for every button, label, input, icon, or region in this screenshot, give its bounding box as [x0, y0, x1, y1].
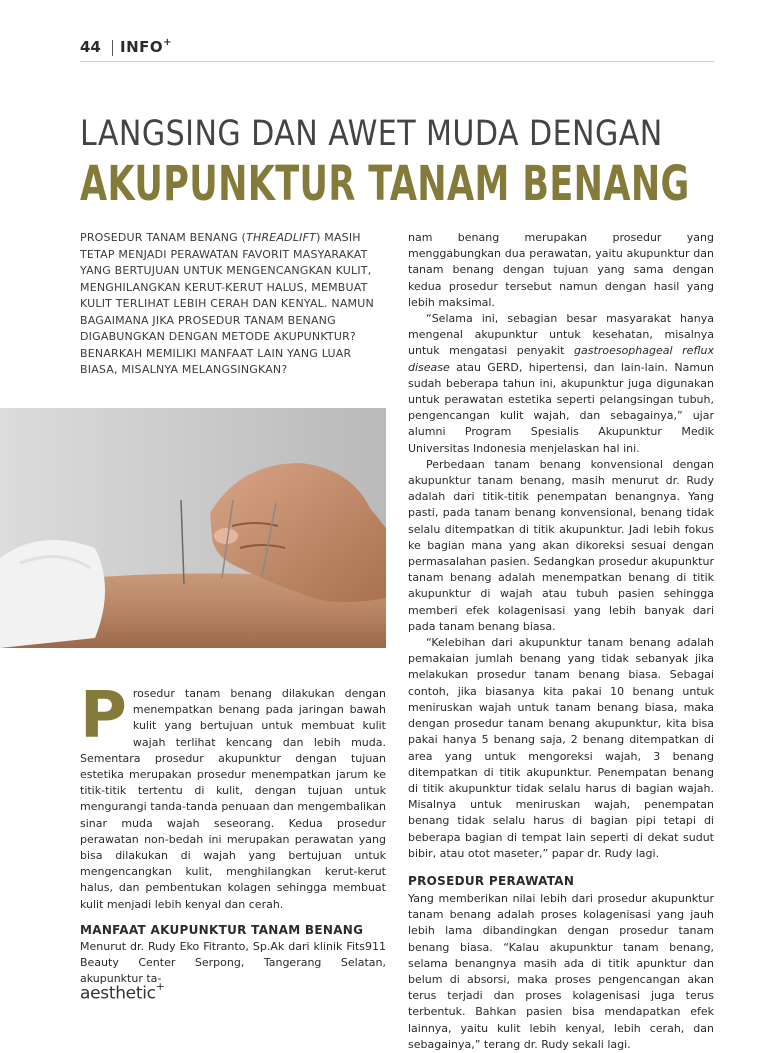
page-number: 44 [80, 38, 101, 56]
right-paragraph-1: nam benang merupakan prosedur yang menggabungkan dua perawatan, yaitu akupunktur dan tanam benang dengan tujuan yang sama dengan kedua prosedur tersebut namun dengan hasil yang lebih maksimal. [408, 231, 714, 309]
magazine-brand: aesthetic [80, 983, 156, 1004]
subhead-manfaat: MANFAAT AKUPUNKTUR TANAM BENANG [80, 922, 364, 937]
left-paragraph-2: Menurut dr. Rudy Eko Fitranto, Sp.Ak dari klinik Fits911 Beauty Center Serpong, Tangerang Selatan, akupunktur ta- [80, 939, 386, 986]
right-column [408, 230, 714, 1053]
right-paragraph-2-italic: gastroesophageal reflux disease [408, 344, 714, 374]
drop-cap: P [80, 679, 127, 753]
magazine-logo [80, 982, 165, 1004]
lead-text-part1: PROSEDUR TANAM BENANG ( [80, 231, 247, 244]
left-paragraph-1 [80, 679, 386, 913]
section-name: INFO [120, 38, 164, 56]
article-title-line2: AKUPUNKTUR TANAM BENANG [80, 156, 690, 212]
article-title-line1: LANGSING DAN AWET MUDA DENGAN [80, 114, 663, 154]
magazine-brand-mark: + [155, 980, 165, 993]
right-paragraph-2-text-b: atau GERD, hipertensi, dan lain-lain. Namun sudah beberapa tahun ini, akupunktur juga digunakan untuk perawatan estetika seperti pelangsingan tubuh, pengencangan kulit wajah, dan sebagainya,” ujar alumni Program Spesialis Akupunktur Medik Universitas Indonesia menjelaskan hal ini. [408, 360, 714, 455]
left-column [80, 679, 386, 987]
left-paragraph-1-text: rosedur tanam benang dilakukan dengan menempatkan benang pada jaringan bawah kulit yang bertujuan untuk membuat kulit wajah terlihat kencang dan lebih muda. Sementara prosedur akupunktur dengan tujuan estetika merupakan prosedur menempatkan jarum ke titik-titik tertentu di kulit, dengan tujuan untuk mengurangi tanda-tanda penuaan dan mengembalikan sinar muda wajah seseorang. Kedua prosedur perawatan non-bedah ini merupakan perawatan yang bisa dilakukan di wajah yang bertujuan untuk mengencangkan kulit, menghilangkan kerut-kerut halus, dan pembentukan kolagen sehingga membuat kulit menjadi lebih kenyal dan cerah. [80, 687, 386, 911]
right-paragraph-3: Perbedaan tanam benang konvensional dengan akupunktur tanam benang, masih menurut dr. Rudy adalah dari titik-titik penempatan benangnya. Yang pasti, pada tanam benang konvensional, benang tidak selalu ditempatkan di titik akupunktur. Jadi lebih fokus ke bagian mana yang akan dikoreksi sesuai dengan permasalahan pasien. Sedangkan prosedur akupunktur tanam benang adalah menempatkan benang di titik akupunktur di wajah atau tubuh pasien sehingga memberi efek kolagenisasi yang lebih banyak dari pada tanam benang biasa. [408, 457, 714, 633]
subhead-prosedur: PROSEDUR PERAWATAN [408, 873, 575, 888]
right-paragraph-4: “Kelebihan dari akupunktur tanam benang adalah pemakaian jumlah benang yang tidak sebanyak jika melakukan prosedur tanam benang biasa. Sebagai contoh, jika biasanya kita pakai 10 benang untuk meniruskan wajah untuk tanam benang biasa, maka dengan prosedur tanam benang akupunktur, kita bisa pakai hanya 5 benang saja, 2 benang ditempatkan di area yang untuk mengoreksi wajah, 3 benang ditempatkan di titik akupunktur. Penempatan benang di titik akupunktur tidak selalu harus di bagian wajah. Misalnya untuk meniruskan wajah, penempatan benang tidak selalu harus di bagian pipi tetapi di beberapa bagian di tempat lain seperti di dekat sudut bibir, atau otot maseter,” papar dr. Rudy lagi. [408, 636, 714, 860]
lead-text-part2: ) MASIH TETAP MENJADI PERAWATAN FAVORIT MASYARAKAT YANG BERTUJUAN UNTUK MENGENCANGKAN KULIT, MENGHILANGKAN KERUT-KERUT HALUS, MEMBUAT KULIT TERLIHAT LEBIH CERAH DAN KENYAL. NAMUN BAGAIMANA JIKA PROSEDUR TANAM BENANG DIGABUNGKAN DENGAN METODE AKUPUNKTUR? BENARKAH MEMILIKI MANFAAT LAIN YANG LUAR BIASA, MISALNYA MELANGSINGKAN? [80, 231, 374, 376]
right-paragraph-5: Yang memberikan nilai lebih dari prosedur akupunktur tanam benang adalah proses kolagenisasi yang jauh lebih lama dibandingkan dengan prosedur tanam benang biasa. “Kalau akupunktur tanam benang, selama benangnya masih ada di titik apunktur dan belum di absorsi, maka proses pengencangan akan terus terjadi dan proses kolagenisasi juga terus terbentuk. Bahkan pasien bisa mendapatkan efek lainnya, yaitu kulit lebih kenyal, lebih cerah, dan sebagainya,” terang dr. Rudy sekali lagi. [408, 891, 714, 1051]
acupuncture-photo [0, 408, 386, 648]
right-paragraph-2-text-a: “Selama ini, sebagian besar masyarakat hanya mengenal akupunktur untuk kesehatan, misalnya untuk mengatasi penyakit [408, 312, 714, 358]
page-header [80, 36, 714, 62]
section-mark: + [163, 37, 173, 48]
lead-paragraph [80, 230, 390, 379]
header-divider [112, 40, 113, 56]
right-paragraph-2 [408, 311, 714, 457]
lead-text-italic: THREADLIFT [246, 231, 317, 244]
section-label [120, 38, 172, 56]
